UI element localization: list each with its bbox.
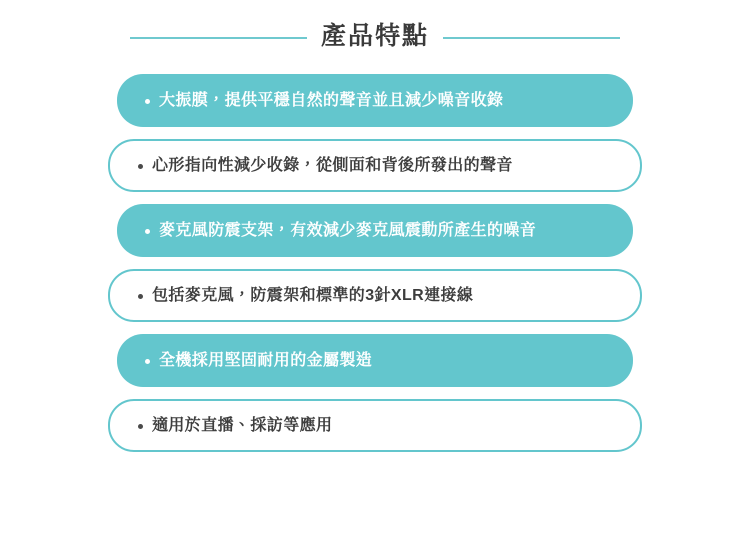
bullet-icon	[145, 229, 150, 234]
bullet-icon	[145, 359, 150, 364]
bullet-icon	[138, 424, 143, 429]
feature-list	[0, 74, 750, 452]
feature-item	[108, 139, 642, 192]
feature-item-label: 麥克風防震支架，有效減少麥克風震動所產生的噪音	[159, 221, 537, 239]
bullet-icon	[138, 164, 143, 169]
heading-rule-left	[130, 37, 307, 39]
feature-item-label: 包括麥克風，防震架和標準的3針XLR連接線	[152, 286, 474, 304]
feature-item-label: 全機採用堅固耐用的金屬製造	[159, 351, 373, 369]
bullet-icon	[138, 294, 143, 299]
heading-rule-right	[443, 37, 620, 39]
feature-item	[108, 269, 642, 322]
bullet-icon	[145, 99, 150, 104]
feature-item	[117, 204, 633, 257]
feature-item	[108, 399, 642, 452]
feature-item-label: 適用於直播、採訪等應用	[152, 416, 333, 434]
page-title: 產品特點	[321, 22, 430, 50]
feature-item	[117, 74, 633, 127]
feature-item	[117, 334, 633, 387]
page-title-row	[0, 24, 750, 51]
feature-item-label: 心形指向性減少收錄，從側面和背後所發出的聲音	[152, 156, 513, 174]
product-features-page	[0, 24, 750, 542]
feature-item-label: 大振膜，提供平穩自然的聲音並且減少噪音收錄	[159, 91, 504, 109]
